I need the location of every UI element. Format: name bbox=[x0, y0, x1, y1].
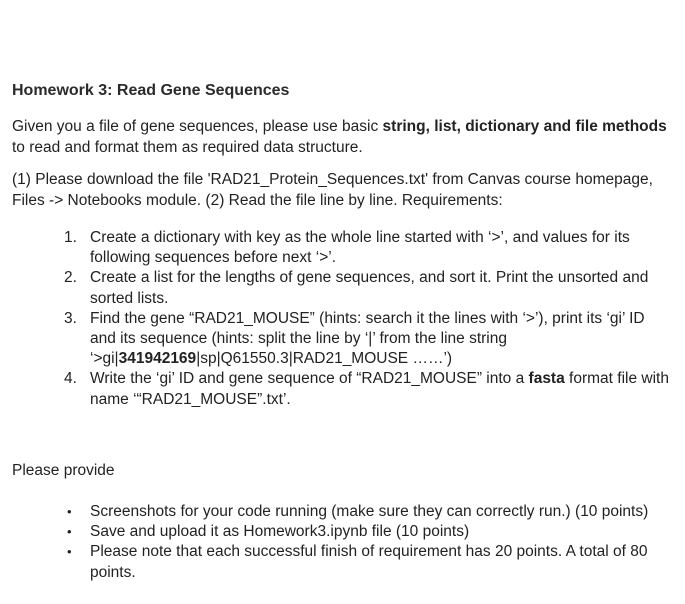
requirement-number: 3. bbox=[64, 309, 77, 327]
provide-item-1 bbox=[67, 502, 674, 522]
requirement-text-part-2: |sp|Q61550.3|RAD21_MOUSE ……’) bbox=[196, 350, 453, 368]
requirement-number: 4. bbox=[64, 370, 77, 388]
bullet-icon: • bbox=[67, 544, 72, 560]
bullet-icon: • bbox=[67, 504, 72, 519]
provide-item-text: Please note that each successful finish of requirement has 20 points. A total of 80 points. bbox=[90, 543, 648, 581]
intro-paragraph bbox=[12, 116, 672, 158]
provide-item-text: Save and upload it as Homework3.ipynb file (10 points) bbox=[90, 523, 470, 541]
requirement-item-1 bbox=[64, 228, 674, 268]
instructions-paragraph: (1) Please download the file 'RAD21_Protein_Sequences.txt' from Canvas course homepage, Files -> Notebooks module. (2) Read the file line by line. Requirements: bbox=[12, 171, 653, 209]
requirements-list bbox=[64, 228, 674, 410]
requirement-text: Create a list for the lengths of gene sequences, and sort it. Print the unsorted and sorted lists. bbox=[90, 269, 649, 307]
requirement-item-3 bbox=[64, 309, 674, 370]
requirement-number: 2. bbox=[64, 269, 77, 287]
provide-item-2 bbox=[67, 522, 674, 542]
requirement-number: 1. bbox=[64, 229, 77, 246]
page-title: Homework 3: Read Gene Sequences bbox=[12, 82, 290, 99]
requirement-text-part-1: Write the ‘gi’ ID and gene sequence of “RAD21_MOUSE” into a bbox=[90, 370, 529, 388]
intro-text-2: to read and format them as required data structure. bbox=[12, 139, 363, 156]
provide-item-3 bbox=[67, 542, 674, 582]
requirement-text-part-1: Find the gene “RAD21_MOUSE” (hints: search it the lines with ‘>’), print its ‘gi’ ID and its sequence (hints: split the line by ‘|’ from the line string ‘>gi| bbox=[90, 309, 645, 368]
gi-id-bold: 341942169 bbox=[118, 350, 197, 368]
requirement-text-part-2: format file with name ‘“RAD21_MOUSE”.txt’. bbox=[90, 370, 669, 408]
intro-text-1: Given you a file of gene sequences, please use basic bbox=[12, 118, 383, 135]
fasta-bold: fasta bbox=[528, 370, 565, 388]
intro-bold-methods: string, list, dictionary and file methods bbox=[382, 118, 667, 135]
requirement-text: Create a dictionary with key as the whole line started with ‘>’, and values for its following sequences before next ‘>’. bbox=[90, 229, 630, 267]
requirement-item-2 bbox=[64, 268, 674, 308]
bullet-icon: • bbox=[67, 524, 72, 540]
provide-item-text: Screenshots for your code running (make sure they can correctly run.) (10 points) bbox=[90, 503, 649, 520]
provide-list bbox=[67, 502, 674, 583]
requirement-item-4 bbox=[64, 369, 674, 409]
provide-heading: Please provide bbox=[12, 462, 115, 479]
